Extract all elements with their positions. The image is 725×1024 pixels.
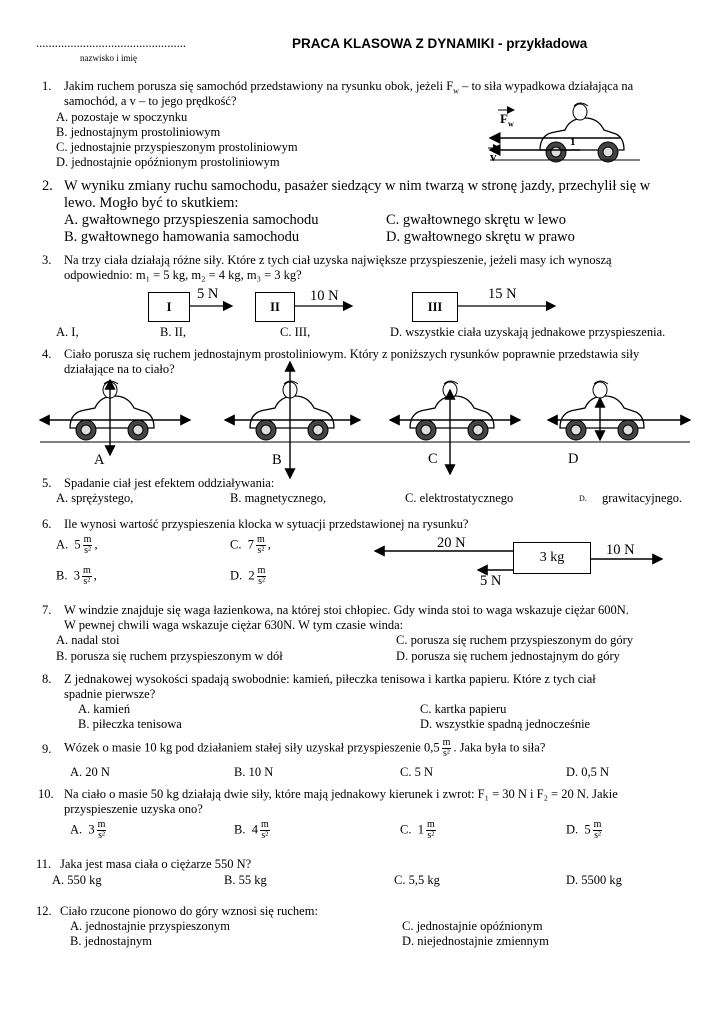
name-label: nazwisko i imię bbox=[80, 53, 137, 63]
q3-body-3: III bbox=[412, 292, 458, 322]
q1-option-c[interactable]: C. jednostajnie przyspieszonym prostoliniowym bbox=[56, 140, 298, 154]
q2-text-line2: lewo. Mogło być to skutkiem: bbox=[64, 195, 239, 211]
q10-number: 10. bbox=[38, 787, 54, 801]
q12-option-b[interactable]: B. jednostajnym bbox=[70, 934, 152, 948]
q10-option-b[interactable]: B. 4 $\frac{m}{\text{s²}}$ bbox=[234, 819, 269, 841]
q10-option-a[interactable]: A. 3 $\frac{m}{\text{s²}}$ bbox=[70, 819, 106, 841]
q2-text: W wyniku zmiany ruchu samochodu, pasażer siedzący w nim twarzą w stronę jazdy, przechylił się w bbox=[64, 178, 651, 194]
q5-option-c[interactable]: C. elektrostatycznego bbox=[405, 491, 514, 505]
q6-option-c[interactable]: C. 7 $\frac{m}{\text{s²}}$ , bbox=[230, 534, 271, 556]
q8-text-line2: spadnie pierwsze? bbox=[64, 687, 156, 701]
q7-text-line2: W pewnej chwili waga wskazuje ciężar 630N. W tym czasie winda: bbox=[64, 618, 404, 632]
q11-option-a[interactable]: A. 550 kg bbox=[52, 873, 102, 887]
q4-figure bbox=[40, 362, 690, 478]
q6-force-5n: 5 N bbox=[480, 573, 502, 589]
q12-option-c[interactable]: C. jednostajnie opóźnionym bbox=[402, 919, 543, 933]
q7-option-a[interactable]: A. nadal stoi bbox=[56, 633, 120, 647]
q11-option-c[interactable]: C. 5,5 kg bbox=[394, 873, 440, 887]
q4-label-d[interactable]: D bbox=[568, 451, 579, 467]
q4-text-line2: działające na to ciało? bbox=[64, 362, 175, 376]
q8-text: Z jednakowej wysokości spadają swobodnie: kamień, piłeczka tenisowa i kartka papieru. Które z tych ciał bbox=[64, 672, 596, 686]
q1-number: 1. bbox=[42, 79, 52, 93]
q9-option-b[interactable]: B. 10 N bbox=[234, 765, 274, 779]
q9-option-c[interactable]: C. 5 N bbox=[400, 765, 433, 779]
q3-force-1: 5 N bbox=[197, 286, 219, 302]
q1-option-d[interactable]: D. jednostajnie opóźnionym prostoliniowym bbox=[56, 155, 280, 169]
q5-option-b[interactable]: B. magnetycznego, bbox=[230, 491, 327, 505]
q10-text: Na ciało o masie 50 kg działają dwie siły, które mają jednakowy kierunek i zwrot: F₁ = 30 N i F₂ = 20 N. Jakie bbox=[64, 787, 618, 801]
q3-option-d[interactable]: D. wszystkie ciała uzyskają jednakowe przyspieszenia. bbox=[390, 325, 666, 339]
q8-option-a[interactable]: A. kamień bbox=[78, 702, 131, 716]
q12-number: 12. bbox=[36, 904, 52, 918]
q11-option-b[interactable]: B. 55 kg bbox=[224, 873, 267, 887]
q10-text-line2: przyspieszenie uzyska ono? bbox=[64, 802, 203, 816]
q6-option-d[interactable]: D. 2 $\frac{m}{\text{s²}}$ bbox=[230, 565, 266, 587]
q5-option-d[interactable]: grawitacyjnego. bbox=[602, 491, 683, 505]
q11-number: 11. bbox=[36, 857, 52, 871]
q4-label-a[interactable]: A bbox=[94, 452, 105, 468]
q6-option-b[interactable]: B. 3 $\frac{m}{\text{s²}}$ , bbox=[56, 565, 97, 587]
q1-text-line2: samochód, a v – to jego prędkość? bbox=[64, 94, 237, 108]
q9-text: Wózek o masie 10 kg pod działaniem stałej siły uzyskał przyspieszenie 0,5 $\frac{m}{\text{s²}}$ . Jaka była to siła? bbox=[64, 737, 546, 759]
q8-number: 8. bbox=[42, 672, 52, 686]
q3-body-2: II bbox=[255, 292, 295, 322]
q6-number: 6. bbox=[42, 517, 52, 531]
q12-option-a[interactable]: A. jednostajnie przyspieszonym bbox=[70, 919, 231, 933]
q11-text: Jaka jest masa ciała o ciężarze 550 N? bbox=[60, 857, 252, 871]
q9-number: 9. bbox=[42, 742, 52, 756]
q4-number: 4. bbox=[42, 347, 52, 361]
q2-option-c[interactable]: C. gwałtownego skrętu w lewo bbox=[386, 212, 567, 228]
q3-number: 3. bbox=[42, 253, 52, 267]
q1-fig-f-label: $F_w$ bbox=[500, 111, 514, 129]
q4-car-a bbox=[40, 380, 190, 455]
name-line: ................................................ bbox=[36, 36, 186, 50]
q4-label-c[interactable]: C bbox=[428, 451, 438, 467]
q1-car bbox=[540, 103, 624, 162]
q10-option-c[interactable]: C. 1 $\frac{m}{\text{s²}}$ bbox=[400, 819, 435, 841]
q12-option-d[interactable]: D. niejednostajnie zmiennym bbox=[402, 934, 549, 948]
q4-label-b[interactable]: B bbox=[272, 452, 282, 468]
q2-option-a[interactable]: A. gwałtownego przyspieszenia samochodu bbox=[64, 212, 319, 228]
q6-text: Ile wynosi wartość przyspieszenia klocka w sytuacji przedstawionej na rysunku? bbox=[64, 517, 469, 531]
q4-car-d bbox=[548, 381, 690, 440]
q5-option-d-letter[interactable]: D. bbox=[579, 494, 587, 503]
q5-text: Spadanie ciał jest efektem oddziaływania: bbox=[64, 476, 275, 490]
q2-option-b[interactable]: B. gwałtownego hamowania samochodu bbox=[64, 229, 300, 245]
q6-force-10n: 10 N bbox=[606, 542, 635, 558]
q3-text: Na trzy ciała działają różne siły. Które z tych ciał uzyska największe przyspieszenie, jeżeli masy ich wynoszą bbox=[64, 253, 612, 267]
q7-number: 7. bbox=[42, 603, 52, 617]
q1-fig-v-label: v bbox=[490, 149, 497, 164]
q8-option-c[interactable]: C. kartka papieru bbox=[420, 702, 507, 716]
q4-car-c bbox=[390, 381, 520, 474]
q4-text: Ciało porusza się ruchem jednostajnym prostoliniowym. Który z poniższych rysunków poprawnie przedstawia siły bbox=[64, 347, 640, 361]
q7-option-d[interactable]: D. porusza się ruchem jednostajnym do góry bbox=[396, 649, 620, 663]
q5-option-a[interactable]: A. sprężystego, bbox=[56, 491, 134, 505]
q3-force-3: 15 N bbox=[488, 286, 517, 302]
q3-force-2: 10 N bbox=[310, 288, 339, 304]
q3-option-b[interactable]: B. II, bbox=[160, 325, 187, 339]
q1-text: Jakim ruchem porusza się samochód przedstawiony na rysunku obok, jeżeli $F_w$ – to siła wypadkowa działająca na bbox=[64, 79, 634, 96]
page-title: PRACA KLASOWA Z DYNAMIKI - przykładowa bbox=[292, 36, 588, 51]
q7-text: W windzie znajduje się waga łazienkowa, na której stoi chłopiec. Gdy winda stoi to waga wskazuje ciężar 600N. bbox=[64, 603, 629, 617]
q1-option-a[interactable]: A. pozostaje w spoczynku bbox=[56, 110, 188, 124]
q2-option-d[interactable]: D. gwałtownego skrętu w prawo bbox=[386, 229, 575, 245]
q9-option-a[interactable]: A. 20 N bbox=[70, 765, 110, 779]
q3-body-1: I bbox=[148, 292, 190, 322]
q4-car-b bbox=[225, 362, 360, 478]
q9-option-d[interactable]: D. 0,5 N bbox=[566, 765, 610, 779]
q2-number: 2. bbox=[42, 178, 53, 194]
q10-option-d[interactable]: D. 5 $\frac{m}{\text{s²}}$ bbox=[566, 819, 602, 841]
q5-number: 5. bbox=[42, 476, 52, 490]
q3-option-a[interactable]: A. I, bbox=[56, 325, 79, 339]
q7-option-c[interactable]: C. porusza się ruchem przyspieszonym do góry bbox=[396, 633, 634, 647]
q1-fig-car-number: 1 bbox=[570, 136, 576, 148]
q6-force-20n: 20 N bbox=[437, 535, 466, 551]
q1-option-b[interactable]: B. jednostajnym prostoliniowym bbox=[56, 125, 221, 139]
q3-text-line2: odpowiednio: m₁ = 5 kg, m₂ = 4 kg, m₃ = 3 kg? bbox=[64, 268, 302, 282]
q8-option-b[interactable]: B. piłeczka tenisowa bbox=[78, 717, 182, 731]
q6-block: 3 kg bbox=[513, 542, 591, 574]
q7-option-b[interactable]: B. porusza się ruchem przyspieszonym w dół bbox=[56, 649, 283, 663]
q3-option-c[interactable]: C. III, bbox=[280, 325, 311, 339]
q6-option-a[interactable]: A. 5 $\frac{m}{\text{s²}}$ , bbox=[56, 534, 98, 556]
q12-text: Ciało rzucone pionowo do góry wznosi się ruchem: bbox=[60, 904, 318, 918]
q11-option-d[interactable]: D. 5500 kg bbox=[566, 873, 622, 887]
q8-option-d[interactable]: D. wszystkie spadną jednocześnie bbox=[420, 717, 591, 731]
